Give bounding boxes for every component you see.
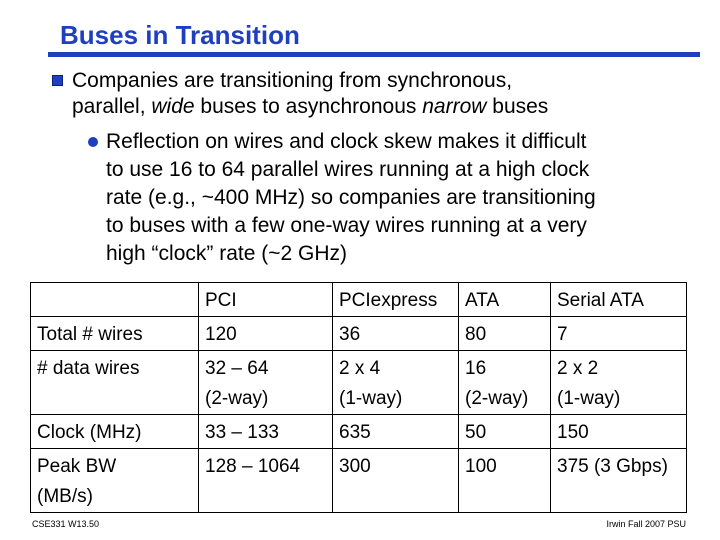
table-row	[31, 317, 687, 351]
table-cell: 375 (3 Gbps)	[551, 449, 687, 513]
line2-mid: buses to asynchronous	[194, 95, 423, 118]
table-header-cell: ATA	[459, 283, 551, 317]
bullet-level2-text	[88, 128, 688, 268]
emphasis-narrow: narrow	[422, 95, 487, 118]
table-cell: 50	[459, 415, 551, 449]
table-row	[31, 415, 687, 449]
cell-line: 16	[465, 358, 487, 379]
bullet-level1-line1: Companies are transitioning from synchronous,	[72, 69, 513, 92]
cell-line: (2-way)	[205, 388, 269, 409]
cell-line: (1-way)	[339, 388, 403, 409]
cell-line: (1-way)	[557, 388, 621, 409]
table-cell: 635	[333, 415, 459, 449]
table-header-cell	[31, 283, 199, 317]
footer-credit-label: Irwin Fall 2007 PSU	[606, 519, 686, 529]
table-cell: 36	[333, 317, 459, 351]
table-cell: 120	[199, 317, 333, 351]
slide-title: Buses in Transition	[60, 20, 300, 50]
line2-pre: parallel,	[72, 95, 152, 118]
table-cell	[333, 351, 459, 415]
line2-post: buses	[486, 95, 549, 118]
cell-line: (2-way)	[465, 388, 529, 409]
cell-line: 32 – 64	[205, 358, 269, 379]
footer-course-label: CSE331 W13.50	[32, 519, 100, 529]
cell-line: 2 x 2	[557, 358, 599, 379]
row-label	[31, 449, 199, 513]
table-header-cell: PCI	[199, 283, 333, 317]
bullet-level1-line2	[72, 94, 692, 120]
bullet-level1	[52, 68, 692, 120]
table-cell	[459, 351, 551, 415]
cell-line: (MB/s)	[37, 486, 93, 507]
table-header-cell: PCIexpress	[333, 283, 459, 317]
table-cell: 33 – 133	[199, 415, 333, 449]
bullet-level2-line: to buses with a few one-way wires running at a very	[106, 214, 587, 237]
row-label: Total # wires	[31, 317, 199, 351]
table-cell: 80	[459, 317, 551, 351]
square-bullet-icon	[52, 75, 63, 86]
bullet-level1-text	[52, 68, 692, 120]
row-label: # data wires	[31, 351, 199, 415]
cell-line: Peak BW	[37, 456, 117, 477]
row-label: Clock (MHz)	[31, 415, 199, 449]
bus-comparison-table	[30, 282, 687, 513]
table-header-cell: Serial ATA	[551, 283, 687, 317]
bullet-level2-line: rate (e.g., ~400 MHz) so companies are transitioning	[106, 186, 596, 209]
table-header-row	[31, 283, 687, 317]
bullet-level2-line: high “clock” rate (~2 GHz)	[106, 242, 347, 265]
cell-line: 2 x 4	[339, 358, 381, 379]
table-cell: 150	[551, 415, 687, 449]
table-cell: 300	[333, 449, 459, 513]
table-cell: 128 – 1064	[199, 449, 333, 513]
round-bullet-icon	[88, 137, 98, 147]
table-cell: 100	[459, 449, 551, 513]
table-cell	[551, 351, 687, 415]
table-row	[31, 449, 687, 513]
title-underline	[48, 52, 700, 57]
table-cell: 7	[551, 317, 687, 351]
table-row	[31, 351, 687, 415]
emphasis-wide: wide	[151, 95, 195, 118]
bullet-level2	[88, 128, 688, 268]
table-cell	[199, 351, 333, 415]
bullet-level2-line: Reflection on wires and clock skew makes it difficult	[106, 130, 587, 153]
bullet-level2-line: to use 16 to 64 parallel wires running at a high clock	[106, 158, 590, 181]
